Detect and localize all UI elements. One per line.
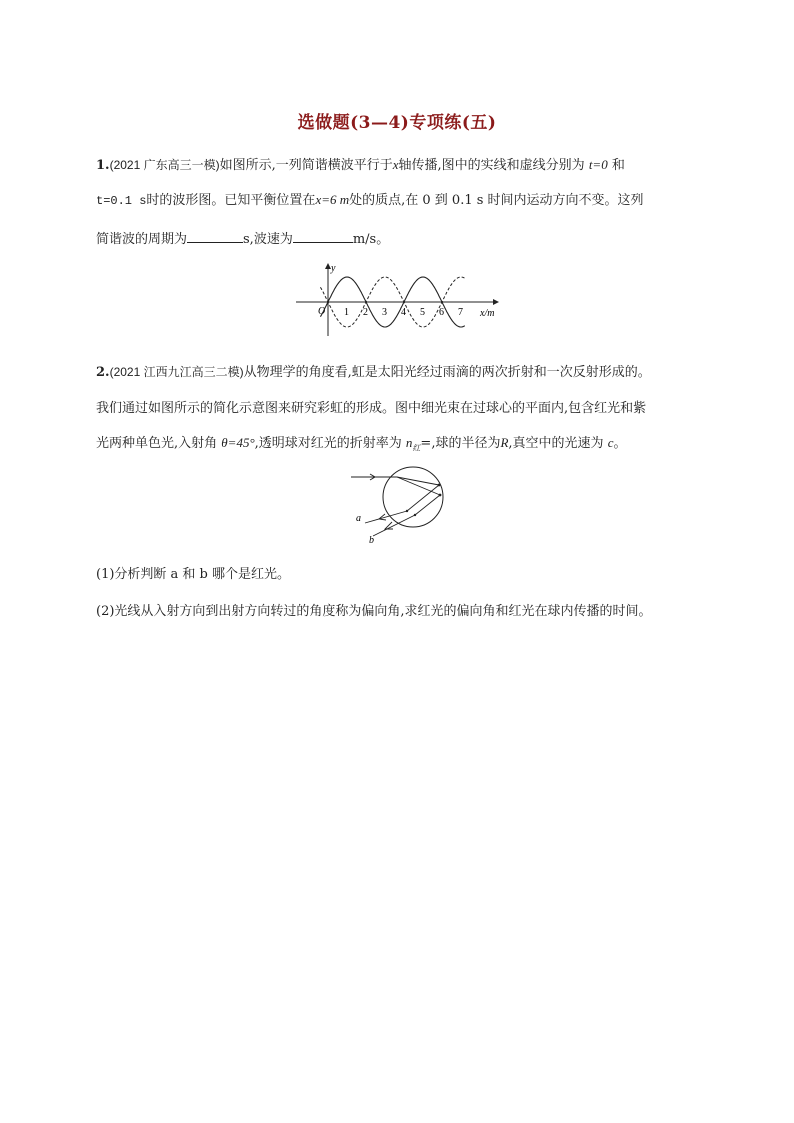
- q1-line-2: [96, 189, 644, 208]
- q1-text-2: 时的波形图。已知平衡位置在: [146, 193, 316, 208]
- x-tick-label: 2: [363, 307, 368, 318]
- q1-period-blank[interactable]: [187, 231, 243, 243]
- exit-point-a: [406, 510, 408, 512]
- q2-sub-1: (1)分析判断 a 和 b 哪个是红光。: [96, 567, 291, 582]
- q2-n-red: [405, 435, 421, 453]
- reflection-point-2: [439, 494, 442, 497]
- x-tick-label: 7: [458, 307, 463, 318]
- q1-text-2b: 处的质点,在 0 到 0.1 s 时间内运动方向不变。这列: [349, 193, 644, 208]
- ray-label-b: b: [369, 535, 374, 546]
- q1-text-1: 如图所示,一列简谐横波平行于: [219, 158, 393, 173]
- x-tick-label: 1: [344, 307, 349, 318]
- q2-source: (2021 江西九江高三二模): [109, 365, 244, 379]
- q2-n-subscript: 红: [412, 443, 421, 453]
- q1-text-1b: 轴传播,图中的实线和虚线分别为: [398, 158, 585, 173]
- q2-text-3d: ,真空中的光速为: [508, 436, 604, 451]
- q1-number: 1.: [96, 158, 110, 173]
- q2-radius: R: [500, 435, 509, 450]
- q2-text-3c: =,球的半径为: [420, 436, 501, 451]
- x-tick-label: 6: [439, 307, 444, 318]
- exit-point-b: [414, 514, 416, 516]
- raindrop-circle: [383, 467, 443, 527]
- q1-t0: t=0: [588, 157, 608, 172]
- q1-wave-figure: [290, 258, 505, 340]
- x-tick-label: 3: [382, 307, 387, 318]
- q2-number: 2.: [96, 365, 110, 380]
- q1-text-3b: s,波速为: [243, 232, 293, 247]
- x-tick-label: 4: [401, 307, 406, 318]
- q1-line-1: [96, 154, 625, 173]
- ray-label-a: a: [356, 513, 361, 524]
- reflected-ray-1: [407, 485, 439, 511]
- refracted-ray-2: [397, 477, 440, 495]
- exit-ray-b: [373, 515, 415, 536]
- origin-label: O: [318, 306, 326, 317]
- reflection-point-1: [438, 484, 441, 487]
- q2-n-symbol: n: [405, 435, 413, 450]
- q1-text-3c: m/s。: [352, 232, 390, 247]
- q2-sub-2: (2)光线从入射方向到出射方向转过的角度称为偏向角,求红光的偏向角和红光在球内传播的时间。: [96, 604, 652, 619]
- exit-ray-a: [365, 511, 407, 523]
- reflected-ray-2: [415, 495, 440, 515]
- q1-line-3: [96, 228, 389, 247]
- q2-line-2: [96, 397, 646, 416]
- y-axis-label: y: [331, 263, 336, 274]
- refracted-ray-1: [397, 477, 439, 485]
- q2-text-3a: 光两种单色光,入射角: [96, 436, 218, 451]
- q2-raindrop-figure: [345, 463, 455, 548]
- q2-text-2: 我们通过如图所示的简化示意图来研究彩虹的形成。图中细光束在过球心的平面内,包含红光和紫: [96, 401, 647, 416]
- q2-text-1: 从物理学的角度看,虹是太阳光经过雨滴的两次折射和一次反射形成的。: [243, 365, 651, 380]
- q2-text-3e: 。: [613, 436, 627, 451]
- q2-theta: θ=45°: [221, 435, 255, 450]
- q2-c: c: [607, 435, 614, 450]
- q1-source: (2021 广东高三一模): [109, 158, 220, 172]
- q1-text-3a: 简谐波的周期为: [96, 232, 188, 247]
- q1-speed-blank[interactable]: [293, 231, 353, 243]
- q2-text-3b: ,透明球对红光的折射率为: [254, 436, 402, 451]
- q1-t01: t=0.1 s: [96, 194, 147, 208]
- q1-x-var: x: [392, 157, 399, 172]
- page-title: 选做题(3—4)专项练(五): [297, 113, 497, 133]
- x-tick-label: 5: [420, 307, 425, 318]
- q2-line-3: [96, 432, 626, 454]
- x-axis-label: x/m: [480, 308, 495, 319]
- q1-text-1c: 和: [611, 158, 625, 173]
- q1-x6: x=6 m: [315, 192, 350, 207]
- q2-line-1: [96, 361, 651, 380]
